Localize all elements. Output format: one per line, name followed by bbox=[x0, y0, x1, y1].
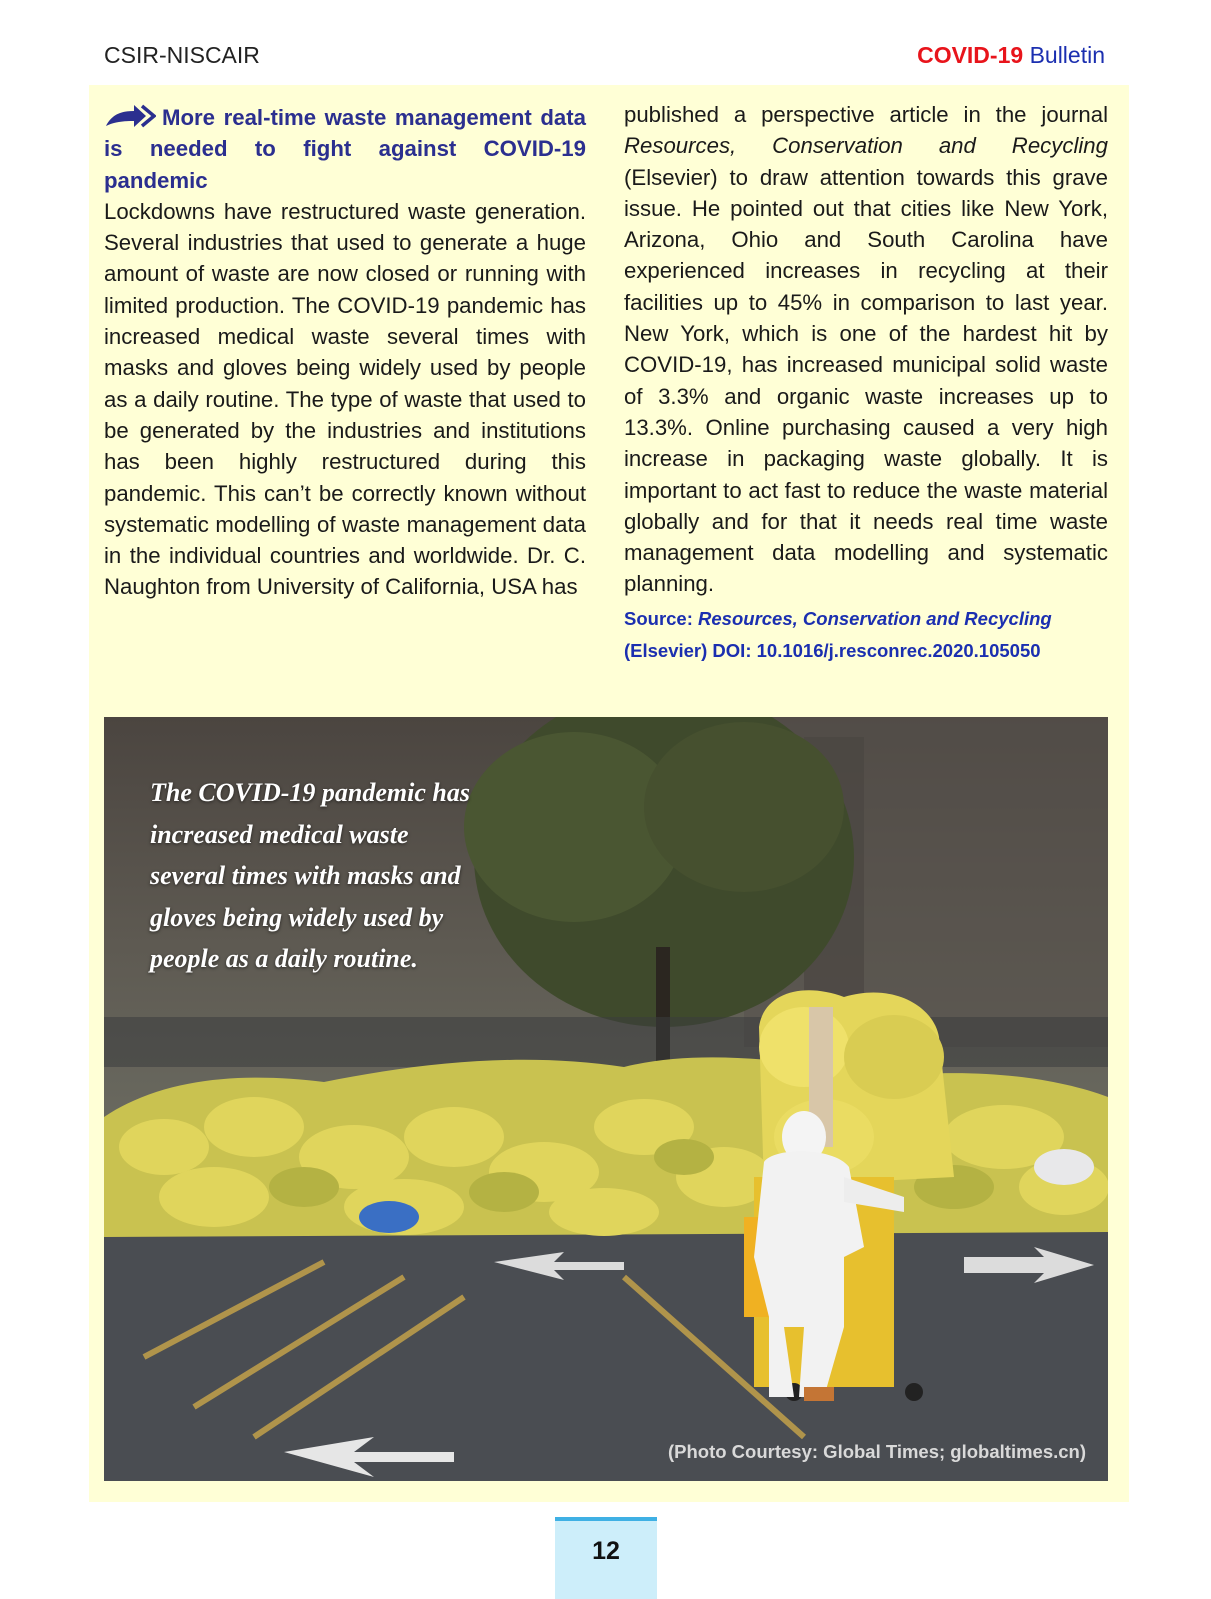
publisher-name: CSIR-NISCAIR bbox=[104, 42, 260, 68]
bulletin-title-highlight: COVID-19 bbox=[917, 42, 1024, 68]
article-headline-text: More real-time waste management data is needed to fight against COVID-19 pandemic bbox=[104, 105, 586, 193]
article-column-left bbox=[104, 102, 586, 603]
article-body-left: Lockdowns have restructured waste generation. Several industries that used to generate a huge amount of waste are now closed or running with limited production. The COVID-19 pandemic has increased medical waste several times with masks and gloves being widely used by people as a daily routine. The type of waste that used to be generated by the industries and institutions has been highly restructured during this pandemic. This can’t be correctly known without systematic modelling of waste management data in the individual countries and worldwide. Dr. C. Naughton from University of California, USA has bbox=[104, 198, 586, 600]
article-body-right-part1: published a perspective article in the journal bbox=[624, 102, 1108, 127]
source-journal: Resources, Conservation and Recycling bbox=[698, 607, 1052, 629]
article-headline bbox=[104, 102, 586, 196]
article-body-right bbox=[624, 99, 1108, 600]
journal-name: Resources, Conservation and Recycling bbox=[624, 133, 1108, 159]
article-column-right bbox=[624, 99, 1108, 667]
page-number: 12 bbox=[555, 1517, 657, 1599]
waste-photo bbox=[104, 717, 1108, 1481]
article-body-right-part2: (Elsevier) to draw attention towards this grave issue. He pointed out that cities like New York, Arizona, Ohio and South Carolina have experienced increases in recycling at their facilities up to 45% in comparison to last year. New York, which is one of the hardest hit by COVID-19, has increased municipal solid waste of 3.3% and organic waste increases up to 13.3%. Online purchasing caused a very high increase in packaging waste globally. It is important to act fast to reduce the waste material globally and for that it needs real time waste management data modelling and systematic planning. bbox=[624, 164, 1108, 597]
source-doi: (Elsevier) DOI: 10.1016/j.resconrec.2020.105050 bbox=[624, 639, 1041, 661]
source-citation bbox=[624, 603, 1108, 667]
source-label: Source: bbox=[624, 607, 693, 629]
bulletin-title bbox=[917, 42, 1105, 69]
double-arrow-icon bbox=[104, 104, 156, 130]
photo-credit: (Photo Courtesy: Global Times; globaltimes.cn) bbox=[667, 1441, 1086, 1462]
photo-pull-quote: The COVID-19 pandemic has increased medical waste several times with masks and gloves being widely used by people as a daily routine. bbox=[150, 778, 470, 973]
bulletin-title-rest: Bulletin bbox=[1029, 42, 1105, 68]
